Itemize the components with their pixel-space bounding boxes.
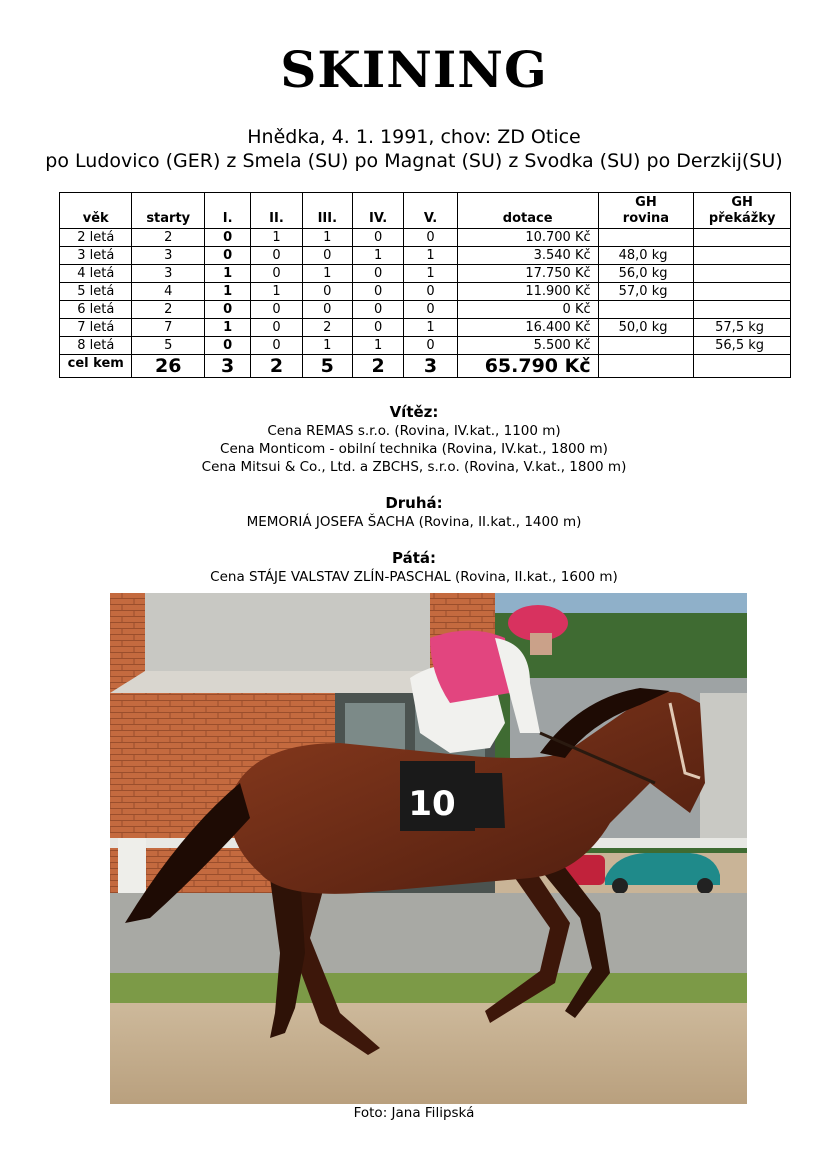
table-row bbox=[60, 301, 791, 319]
table-row bbox=[60, 283, 791, 301]
second-race-1: MEMORIÁ JOSEFA ŠACHA (Rovina, II.kat., 1400 m) bbox=[246, 514, 582, 530]
second-heading: Druhá: bbox=[385, 494, 443, 512]
cell-age: 5 letá bbox=[60, 283, 132, 301]
cell-fourth: 0 bbox=[352, 229, 403, 247]
race-horse-photo bbox=[110, 593, 747, 1104]
cell-prize: 10.700 Kč bbox=[457, 229, 598, 247]
jockey-boot bbox=[465, 773, 505, 828]
total-prize: 65.790 Kč bbox=[457, 355, 598, 378]
total-fifth: 3 bbox=[404, 355, 457, 378]
header-gh-flat: GH rovina bbox=[598, 193, 694, 229]
car-wheel bbox=[612, 878, 628, 894]
table-row bbox=[60, 337, 791, 355]
cell-first: 0 bbox=[204, 229, 250, 247]
winner-race-2: Cena Monticom - obilní technika (Rovina, IV.kat., 1800 m) bbox=[220, 441, 608, 457]
header-fifth: V. bbox=[404, 193, 457, 229]
cell-third: 1 bbox=[302, 337, 352, 355]
cell-prize: 0 Kč bbox=[457, 301, 598, 319]
cell-gh-jump: 57,5 kg bbox=[694, 319, 791, 337]
cell-gh-flat bbox=[598, 337, 694, 355]
fifth-heading: Pátá: bbox=[391, 549, 436, 567]
saddle-number: 10 bbox=[408, 784, 456, 824]
total-gh-flat bbox=[598, 355, 694, 378]
cell-first: 1 bbox=[204, 283, 250, 301]
cell-second: 1 bbox=[251, 283, 302, 301]
cell-prize: 11.900 Kč bbox=[457, 283, 598, 301]
cell-first: 0 bbox=[204, 337, 250, 355]
photo-caption: Foto: Jana Filipská bbox=[353, 1105, 475, 1121]
cell-prize: 16.400 Kč bbox=[457, 319, 598, 337]
cell-prize: 3.540 Kč bbox=[457, 247, 598, 265]
cell-age: 4 letá bbox=[60, 265, 132, 283]
cell-prize: 5.500 Kč bbox=[457, 337, 598, 355]
cell-second: 0 bbox=[251, 247, 302, 265]
cell-third: 0 bbox=[302, 283, 352, 301]
cell-second: 0 bbox=[251, 301, 302, 319]
cell-starts: 4 bbox=[132, 283, 204, 301]
cell-starts: 3 bbox=[132, 247, 204, 265]
header-fourth: IV. bbox=[352, 193, 403, 229]
cell-fifth: 0 bbox=[404, 229, 457, 247]
table-row bbox=[60, 319, 791, 337]
cell-starts: 2 bbox=[132, 229, 204, 247]
cell-third: 0 bbox=[302, 301, 352, 319]
cell-gh-flat bbox=[598, 229, 694, 247]
header-starts: starty bbox=[132, 193, 204, 229]
cell-age: 7 letá bbox=[60, 319, 132, 337]
cell-starts: 2 bbox=[132, 301, 204, 319]
header-gh-jump: GH překážky bbox=[694, 193, 791, 229]
car-wheel bbox=[697, 878, 713, 894]
grass-strip bbox=[110, 973, 747, 1003]
header-first: I. bbox=[204, 193, 250, 229]
total-third: 5 bbox=[302, 355, 352, 378]
winner-section bbox=[0, 402, 828, 476]
cell-first: 1 bbox=[204, 265, 250, 283]
horse-info-line: Hnědka, 4. 1. 1991, chov: ZD Otice bbox=[247, 126, 581, 148]
total-label: cel kem bbox=[60, 355, 132, 378]
header-third: III. bbox=[302, 193, 352, 229]
cell-gh-flat: 56,0 kg bbox=[598, 265, 694, 283]
cell-fourth: 0 bbox=[352, 265, 403, 283]
total-fourth: 2 bbox=[352, 355, 403, 378]
cell-gh-flat bbox=[598, 301, 694, 319]
cell-third: 1 bbox=[302, 229, 352, 247]
cell-fifth: 1 bbox=[404, 247, 457, 265]
cell-third: 1 bbox=[302, 265, 352, 283]
cell-starts: 7 bbox=[132, 319, 204, 337]
concrete-panel bbox=[145, 593, 430, 671]
winner-heading: Vítěz: bbox=[389, 403, 439, 421]
cell-gh-flat: 50,0 kg bbox=[598, 319, 694, 337]
table-row bbox=[60, 229, 791, 247]
table-total-row bbox=[60, 355, 791, 378]
cell-fourth: 0 bbox=[352, 283, 403, 301]
cell-first: 0 bbox=[204, 247, 250, 265]
cell-fifth: 0 bbox=[404, 283, 457, 301]
cell-age: 2 letá bbox=[60, 229, 132, 247]
jockey-face bbox=[530, 633, 552, 655]
second-place-section bbox=[0, 493, 828, 531]
cell-gh-jump bbox=[694, 247, 791, 265]
cell-fifth: 0 bbox=[404, 337, 457, 355]
table-row bbox=[60, 265, 791, 283]
winner-race-1: Cena REMAS s.r.o. (Rovina, IV.kat., 1100 m) bbox=[267, 423, 561, 439]
winner-race-3: Cena Mitsui & Co., Ltd. a ZBCHS, s.r.o. (Rovina, V.kat., 1800 m) bbox=[201, 459, 627, 475]
shed-wall bbox=[700, 693, 747, 838]
cell-third: 2 bbox=[302, 319, 352, 337]
cell-gh-jump bbox=[694, 265, 791, 283]
cell-age: 8 letá bbox=[60, 337, 132, 355]
fifth-place-section bbox=[0, 548, 828, 586]
race-record-table bbox=[59, 192, 791, 378]
cell-age: 6 letá bbox=[60, 301, 132, 319]
header-age: věk bbox=[60, 193, 132, 229]
cell-prize: 17.750 Kč bbox=[457, 265, 598, 283]
cell-gh-jump: 56,5 kg bbox=[694, 337, 791, 355]
cell-gh-flat: 48,0 kg bbox=[598, 247, 694, 265]
cell-second: 0 bbox=[251, 337, 302, 355]
cell-second: 0 bbox=[251, 319, 302, 337]
cell-age: 3 letá bbox=[60, 247, 132, 265]
cell-gh-jump bbox=[694, 283, 791, 301]
horse-name: SKINING bbox=[280, 40, 548, 99]
cell-first: 1 bbox=[204, 319, 250, 337]
photo-illustration bbox=[110, 593, 747, 1104]
cell-second: 1 bbox=[251, 229, 302, 247]
cell-first: 0 bbox=[204, 301, 250, 319]
fifth-race-1: Cena STÁJE VALSTAV ZLÍN-PASCHAL (Rovina, II.kat., 1600 m) bbox=[210, 569, 618, 585]
table-header-row bbox=[60, 193, 791, 229]
cell-fourth: 1 bbox=[352, 247, 403, 265]
cell-fifth: 0 bbox=[404, 301, 457, 319]
cell-second: 0 bbox=[251, 265, 302, 283]
cell-third: 0 bbox=[302, 247, 352, 265]
header-prize: dotace bbox=[457, 193, 598, 229]
cell-fourth: 0 bbox=[352, 301, 403, 319]
total-first: 3 bbox=[204, 355, 250, 378]
cell-gh-jump bbox=[694, 301, 791, 319]
total-starts: 26 bbox=[132, 355, 204, 378]
cell-gh-flat: 57,0 kg bbox=[598, 283, 694, 301]
total-gh-jump bbox=[694, 355, 791, 378]
header-second: II. bbox=[251, 193, 302, 229]
cell-starts: 3 bbox=[132, 265, 204, 283]
pedigree-line: po Ludovico (GER) z Smela (SU) po Magnat (SU) z Svodka (SU) po Derzkij(SU) bbox=[45, 150, 783, 172]
table-row bbox=[60, 247, 791, 265]
cell-fourth: 0 bbox=[352, 319, 403, 337]
cell-gh-jump bbox=[694, 229, 791, 247]
cell-fourth: 1 bbox=[352, 337, 403, 355]
cell-fifth: 1 bbox=[404, 265, 457, 283]
sand-track bbox=[110, 1003, 747, 1104]
total-second: 2 bbox=[251, 355, 302, 378]
cell-starts: 5 bbox=[132, 337, 204, 355]
cell-fifth: 1 bbox=[404, 319, 457, 337]
